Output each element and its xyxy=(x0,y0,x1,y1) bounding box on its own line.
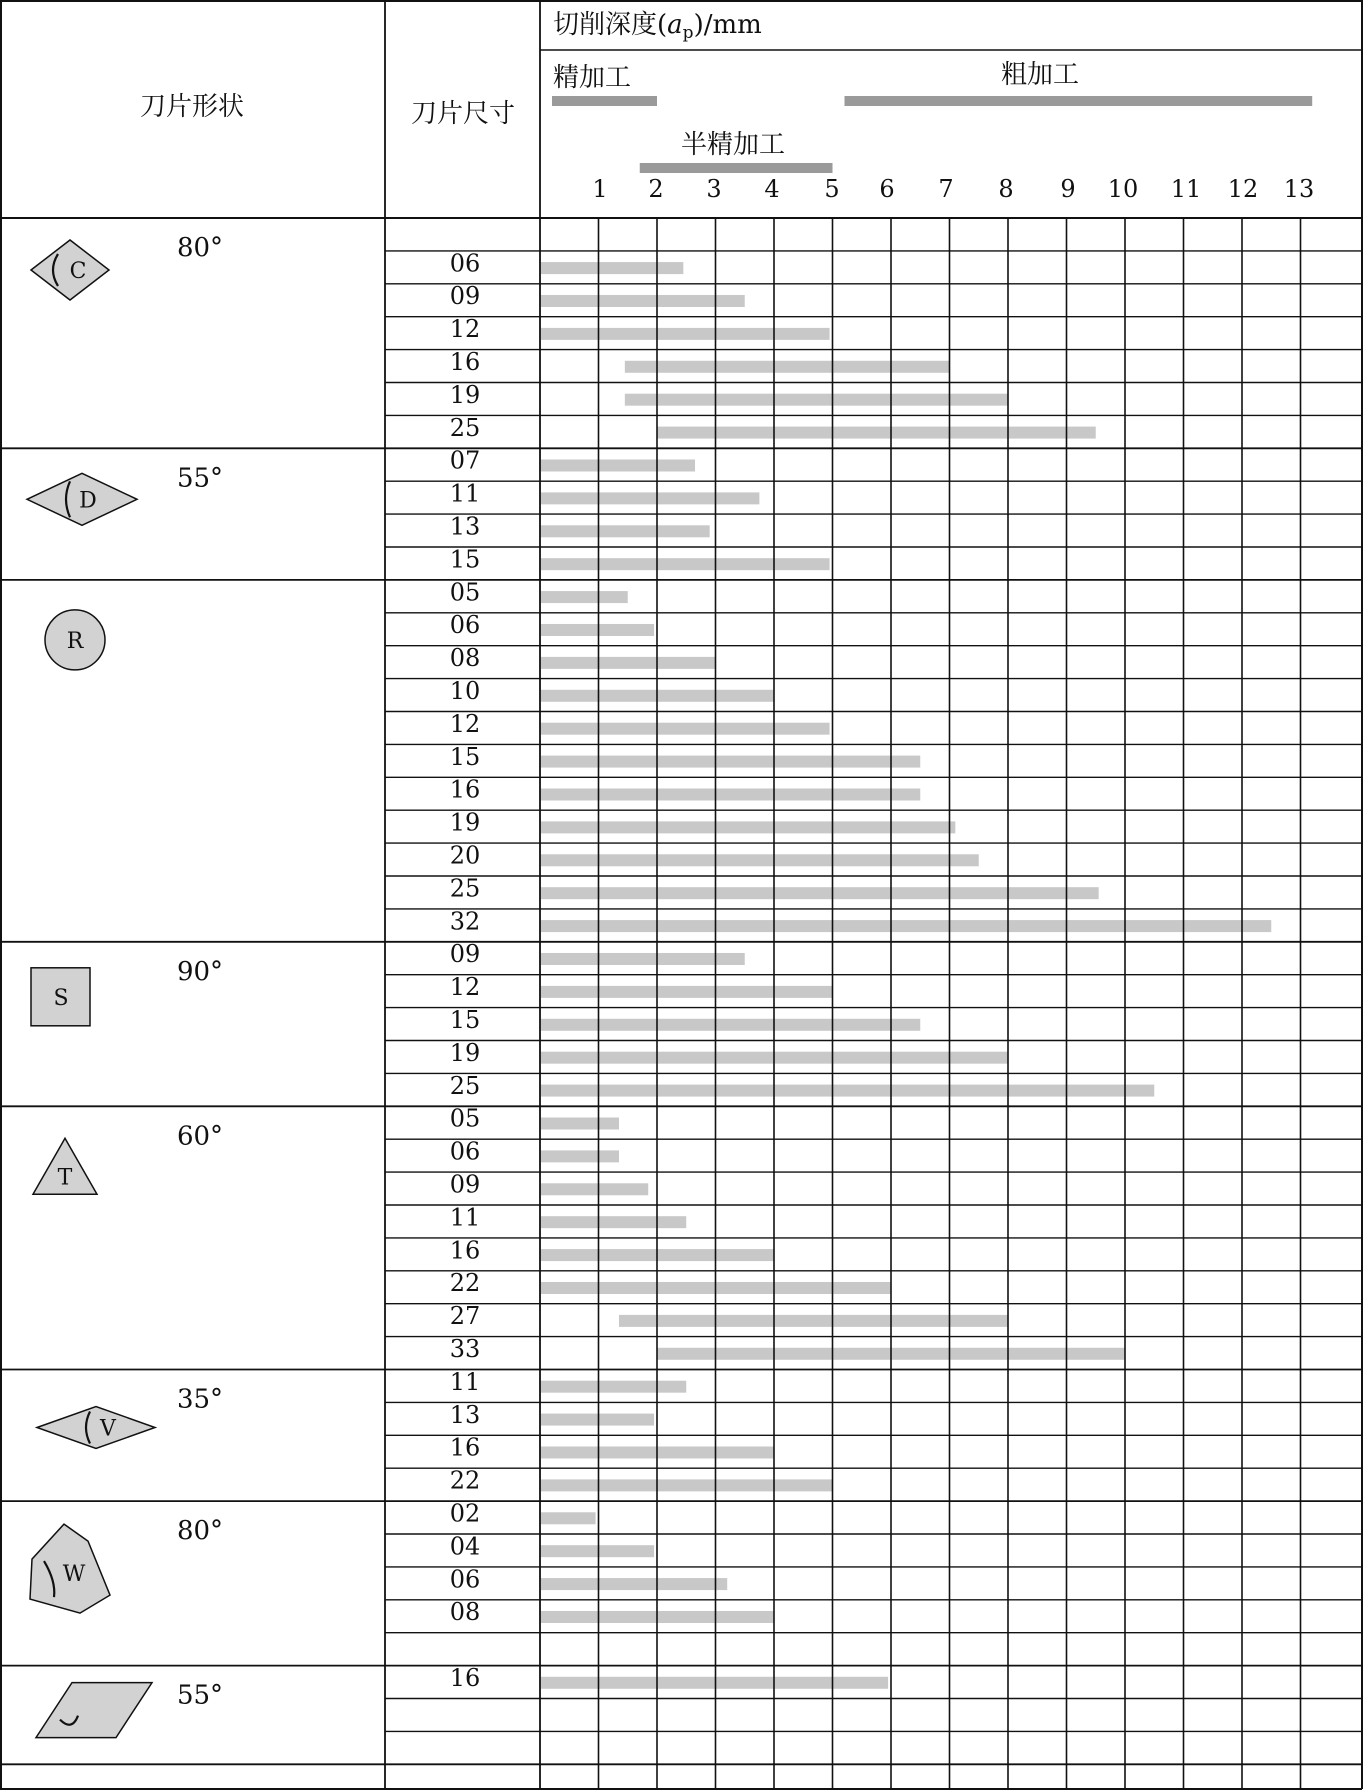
x-tick-label: 8 xyxy=(998,175,1014,203)
depth-bar xyxy=(541,920,1271,932)
depth-bar xyxy=(541,624,654,636)
size-label: 04 xyxy=(449,1532,481,1561)
depth-bar xyxy=(541,854,979,866)
size-label: 33 xyxy=(449,1334,481,1363)
size-label: 02 xyxy=(449,1499,481,1528)
size-label: 05 xyxy=(449,578,481,607)
depth-bar xyxy=(541,295,745,307)
size-label: 11 xyxy=(449,1367,481,1396)
x-tick-label: 1 xyxy=(592,175,608,203)
depth-bar xyxy=(541,591,628,603)
x-tick-label: 7 xyxy=(938,175,954,203)
size-label: 25 xyxy=(449,413,481,442)
angle-label: 35° xyxy=(176,1384,224,1415)
size-label: 07 xyxy=(449,446,481,475)
x-tick-label: 11 xyxy=(1170,175,1202,203)
size-label: 19 xyxy=(449,808,481,837)
finishing-range-bar xyxy=(552,96,657,106)
x-tick-label: 13 xyxy=(1283,175,1315,203)
size-label: 09 xyxy=(449,282,481,311)
size-label: 06 xyxy=(449,1565,481,1594)
depth-bar xyxy=(541,1479,833,1491)
size-label: 08 xyxy=(449,1598,481,1627)
depth-bar xyxy=(541,723,830,735)
size-label: 13 xyxy=(449,512,481,541)
x-tick-label: 4 xyxy=(764,175,780,203)
depth-bar xyxy=(625,394,1008,406)
size-label: 09 xyxy=(449,940,481,969)
depth-bar xyxy=(541,1381,686,1393)
shape-column-header: 刀片形状 xyxy=(139,92,245,122)
size-label: 16 xyxy=(449,775,481,804)
size-label: 06 xyxy=(449,1137,481,1166)
size-label: 19 xyxy=(449,380,481,409)
insert-parallelogram-icon xyxy=(36,1683,152,1738)
depth-bar xyxy=(541,1512,596,1524)
depth-bar xyxy=(541,1183,648,1195)
x-tick-label: 2 xyxy=(648,175,664,203)
angle-label: 60° xyxy=(176,1121,224,1152)
x-tick-label: 9 xyxy=(1060,175,1076,203)
size-label: 25 xyxy=(449,874,481,903)
size-label: 16 xyxy=(449,347,481,376)
size-column-header: 刀片尺寸 xyxy=(410,99,516,129)
insert-r-label: R xyxy=(66,628,84,654)
x-tick-label: 6 xyxy=(879,175,895,203)
size-label: 19 xyxy=(449,1038,481,1067)
depth-bar xyxy=(541,1545,654,1557)
depth-bar xyxy=(541,525,710,537)
insert-c-label: C xyxy=(69,259,87,284)
size-label: 06 xyxy=(449,611,481,640)
size-label: 06 xyxy=(449,249,481,278)
roughing-range-bar xyxy=(845,96,1313,106)
size-label: 12 xyxy=(449,973,481,1002)
depth-bar xyxy=(541,953,745,965)
insert-d-label: D xyxy=(79,488,97,514)
depth-bar xyxy=(541,1677,888,1689)
depth-bar xyxy=(541,262,683,274)
depth-bar xyxy=(541,459,695,471)
size-label: 11 xyxy=(449,479,481,508)
depth-bar xyxy=(541,821,955,833)
semi-finishing-range-bar xyxy=(640,163,833,173)
insert-s-label: S xyxy=(53,985,69,1011)
depth-bar xyxy=(541,1414,654,1426)
angle-label: 55° xyxy=(176,1680,224,1711)
insert-v-label: V xyxy=(100,1416,116,1442)
size-label: 22 xyxy=(449,1269,481,1298)
angle-label: 80° xyxy=(176,233,224,263)
size-label: 10 xyxy=(449,676,481,705)
size-label: 32 xyxy=(449,907,481,936)
size-label: 16 xyxy=(449,1433,481,1462)
depth-bar xyxy=(541,1150,619,1162)
angle-label: 90° xyxy=(176,956,224,987)
depth-bar xyxy=(541,558,830,570)
size-label: 16 xyxy=(449,1236,481,1265)
depth-bar xyxy=(541,1085,1154,1097)
finishing-label: 精加工 xyxy=(553,63,632,93)
x-tick-label: 3 xyxy=(706,175,722,203)
size-label: 25 xyxy=(449,1071,481,1100)
size-label: 11 xyxy=(449,1203,481,1232)
insert-w-label: W xyxy=(62,1562,86,1588)
depth-bar xyxy=(541,887,1099,899)
size-label: 12 xyxy=(449,315,481,344)
depth-bar xyxy=(541,657,716,669)
size-label: 15 xyxy=(449,545,481,574)
depth-bar xyxy=(541,492,759,504)
insert-v-rhombus-icon xyxy=(37,1407,155,1449)
x-tick-label: 5 xyxy=(824,175,840,203)
size-label: 27 xyxy=(449,1302,481,1331)
size-label: 16 xyxy=(449,1663,481,1692)
size-label: 15 xyxy=(449,1005,481,1034)
size-label: 22 xyxy=(449,1466,481,1495)
x-tick-label: 10 xyxy=(1107,175,1139,203)
insert-t-label: T xyxy=(57,1165,73,1191)
size-label: 12 xyxy=(449,709,481,738)
depth-bar xyxy=(541,328,830,340)
size-label: 15 xyxy=(449,742,481,771)
size-label: 13 xyxy=(449,1400,481,1429)
depth-bar xyxy=(541,1216,686,1228)
angle-label: 80° xyxy=(176,1516,224,1547)
depth-bar xyxy=(657,427,1096,439)
semi-finishing-label: 半精加工 xyxy=(680,130,786,160)
angle-label: 55° xyxy=(176,463,224,494)
depth-bar xyxy=(625,361,950,373)
x-tick-label: 12 xyxy=(1227,175,1259,203)
size-label: 09 xyxy=(449,1170,481,1199)
size-label: 20 xyxy=(449,841,481,870)
depth-bar xyxy=(541,1578,727,1590)
depth-bar xyxy=(541,986,833,998)
size-label: 05 xyxy=(449,1104,481,1133)
roughing-label: 粗加工 xyxy=(1000,60,1080,90)
depth-header-title: 切削深度(ap)/mm xyxy=(553,10,762,43)
size-label: 08 xyxy=(449,644,481,673)
depth-bar xyxy=(541,1117,619,1129)
